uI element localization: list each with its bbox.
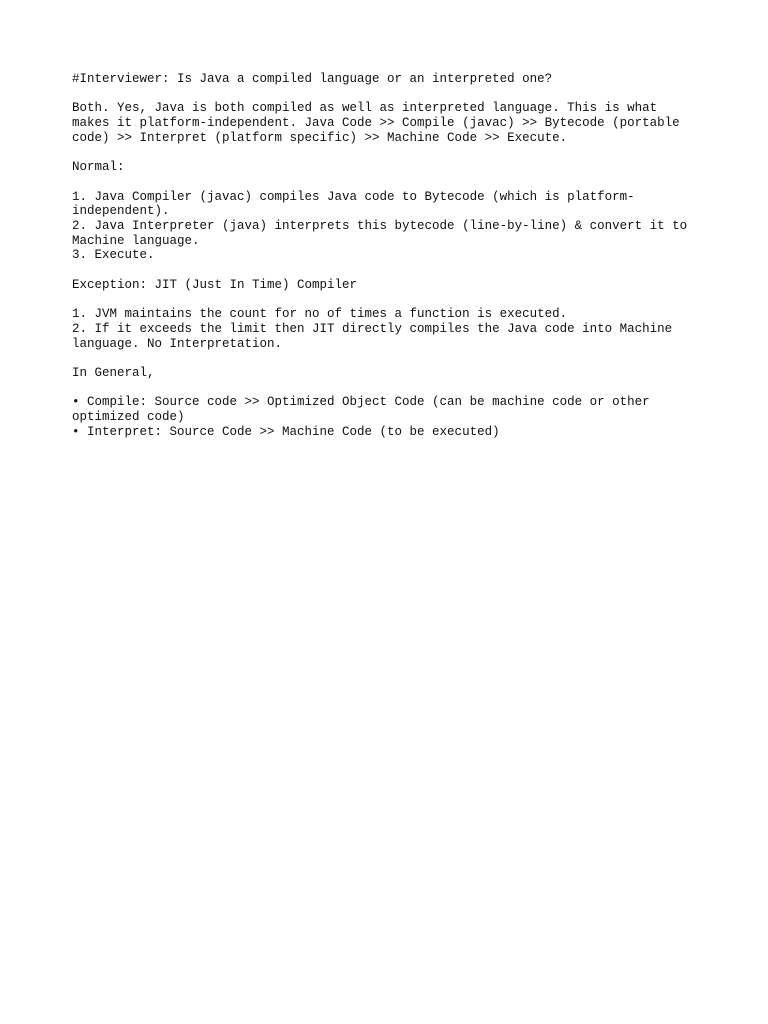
normal-heading: Normal:	[72, 160, 125, 175]
general-point-compile: • Compile: Source code >> Optimized Object Code (can be machine code or other optimized code)	[72, 395, 650, 425]
exception-heading: Exception: JIT (Just In Time) Compiler	[72, 277, 358, 292]
exception-step-2: 2. If it exceeds the limit then JIT directly compiles the Java code into Machine language. No Interpretation.	[72, 321, 673, 351]
normal-step-3: 3. Execute.	[72, 248, 155, 263]
normal-step-1: 1. Java Compiler (javac) compiles Java code to Bytecode (which is platform-independent).	[72, 189, 635, 219]
exception-step-1: 1. JVM maintains the count for no of times a function is executed.	[72, 307, 568, 322]
general-points-list	[72, 395, 702, 439]
answer-paragraph: Both. Yes, Java is both compiled as well as interpreted language. This is what makes it platform-independent. Java Code >> Compile (javac) >> Bytecode (portable code) >> Interpret (platform specific) >> Machine Code >> Execute.	[72, 101, 680, 145]
normal-step-2: 2. Java Interpreter (java) interprets this bytecode (line-by-line) & convert it to Machine language.	[72, 218, 688, 248]
exception-steps-list	[72, 307, 702, 351]
interview-question: #Interviewer: Is Java a compiled language or an interpreted one?	[72, 72, 553, 86]
normal-steps-list	[72, 190, 702, 264]
document-page	[72, 72, 702, 439]
general-point-interpret: • Interpret: Source Code >> Machine Code (to be executed)	[72, 424, 500, 439]
general-heading: In General,	[72, 365, 155, 380]
